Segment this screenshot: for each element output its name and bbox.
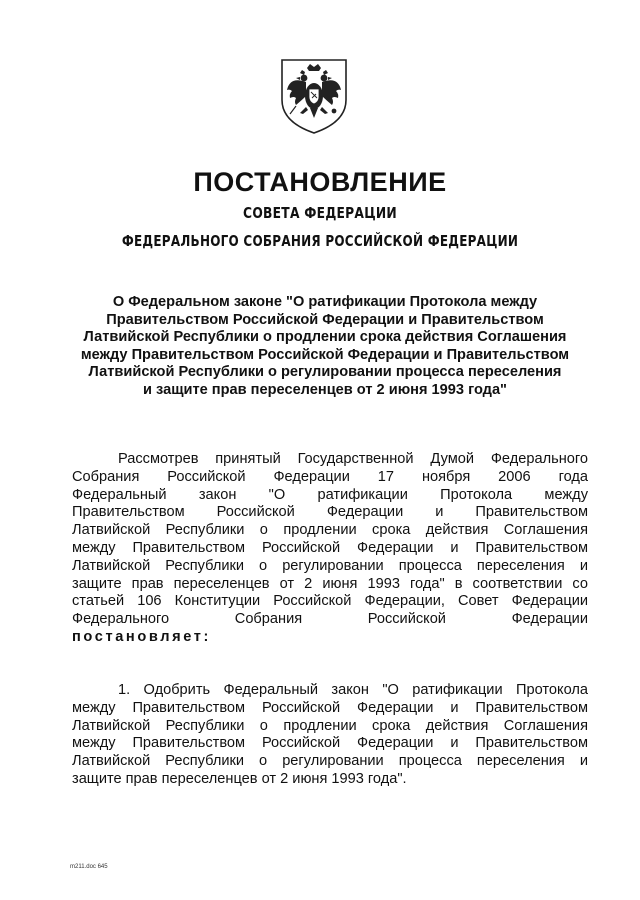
subject-line: Латвийской Республики о продлении срока действия Соглашения [83, 329, 567, 345]
paragraph-line: Собрания Российской Федерации 17 ноября 2006 года [72, 468, 588, 485]
paragraph-line: Правительством Российской Федерации и Правительством [72, 504, 588, 521]
document-title: ПОСТАНОВЛЕНИЕ [193, 167, 447, 197]
document-subject [70, 294, 580, 399]
paragraph-line: 1. Одобрить Федеральный закон "О ратификации Протокола [118, 682, 588, 698]
paragraph-line: Латвийской Республики о регулировании процесса переселения и [72, 753, 588, 770]
paragraph-line: между Правительством Российской Федерации и Правительством [72, 539, 588, 556]
subject-line: и защите прав переселенцев от 2 июня 1993 года" [143, 381, 507, 398]
document-subtitle-council: СОВЕТА ФЕДЕРАЦИИ [243, 204, 397, 222]
subject-line: между Правительством Российской Федерации и Правительством [80, 346, 570, 363]
preamble-paragraph [72, 451, 588, 647]
document-subtitle-assembly: ФЕДЕРАЛЬНОГО СОБРАНИЯ РОССИЙСКОЙ ФЕДЕРАЦИИ [121, 232, 519, 250]
paragraph-line: статьей 106 Конституции Российской Федерации, Совет Федерации [72, 593, 588, 610]
paragraph-line: Федерального Собрания Российской Федерации [72, 611, 588, 628]
paragraph-line: Латвийской Республики о продлении срока действия Соглашения [72, 717, 588, 734]
file-reference: m211.doc 645 [70, 864, 108, 870]
paragraph-line: Латвийской Республики о продлении срока действия Соглашения [72, 522, 588, 539]
coat-of-arms-icon [276, 56, 352, 136]
paragraph-line: Латвийской Республики о регулировании процесса переселения и [72, 557, 588, 574]
paragraph-line: между Правительством Российской Федерации и Правительством [72, 699, 588, 716]
paragraph-line: защите прав переселенцев от 2 июня 1993 года" в соответствии со [72, 575, 588, 592]
subject-line: Правительством Российской Федерации и Правительством [106, 311, 544, 328]
resolves-word: постановляет: [72, 628, 211, 645]
paragraph-line: Рассмотрев принятый Государственной Думой Федерального [118, 451, 588, 467]
paragraph-line: между Правительством Российской Федерации и Правительством [72, 735, 588, 752]
subject-line: Латвийской Республики о регулировании процесса переселения [88, 364, 562, 380]
resolution-item-1 [72, 682, 588, 789]
paragraph-line: защите прав переселенцев от 2 июня 1993 года". [72, 770, 407, 787]
subject-line: О Федеральном законе "О ратификации Протокола между [112, 294, 538, 310]
paragraph-line: Федеральный закон "О ратификации Протокола между [72, 486, 588, 503]
